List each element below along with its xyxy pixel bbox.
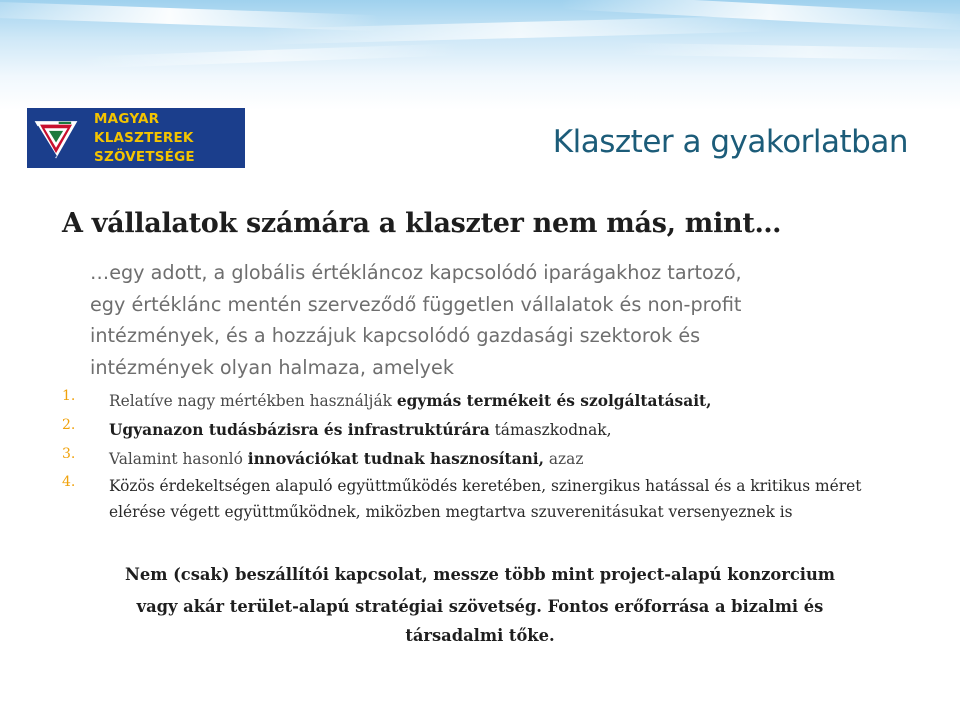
closing-line-2: vagy akár terület-alapú stratégiai szövetség. Fontos erőforrása a bizalmi és társadalmi tőke.	[136, 597, 824, 645]
intro-paragraph	[90, 257, 880, 383]
list-number: 3.	[62, 446, 76, 462]
intro-line-2: egy értéklánc mentén szerveződő független vállalatok és non-profit	[90, 292, 742, 316]
intro-line-3: intézmények, és a hozzájuk kapcsolódó gazdasági szektorok és	[90, 324, 701, 347]
list-number: 4.	[62, 474, 76, 490]
closing-statement	[80, 560, 880, 650]
characteristics-list	[62, 388, 902, 525]
closing-line-1: Nem (csak) beszállítói kapcsolat, messze több mint project-alapú konzorcium	[124, 565, 836, 584]
list-number: 2.	[62, 417, 76, 433]
list-number: 1.	[62, 388, 76, 404]
list-item-text: Relatíve nagy mértékben használják egymás termékeit és szolgáltatásait,	[109, 392, 712, 410]
header-background	[0, 0, 960, 110]
cluster-logo-icon	[32, 111, 80, 165]
intro-line-4: intézmények olyan halmaza, amelyek	[90, 355, 454, 379]
list-item-text: Valamint hasonló innovációkat tudnak hasznosítani, azaz	[109, 450, 584, 468]
intro-line-1: …egy adott, a globális értékláncoz kapcsolódó iparágakhoz tartozó,	[90, 261, 742, 284]
slide-title: Klaszter a gyakorlatban	[552, 124, 908, 160]
list-item	[62, 446, 902, 474]
list-item	[62, 474, 902, 525]
list-item	[62, 417, 902, 446]
slide-subtitle: A vállalatok számára a klaszter nem más, mint…	[62, 208, 782, 239]
logo-line-2: SZÖVETSÉGE	[94, 148, 195, 165]
list-item	[62, 388, 902, 417]
logo-text	[94, 110, 245, 167]
list-item-text: Ugyanazon tudásbázisra és infrastruktúrára támaszkodnak,	[109, 421, 612, 439]
organization-logo	[27, 108, 245, 168]
list-item-text: Közös érdekeltségen alapuló együttműködés keretében, szinergikus hatással és a kritikus méret elérése végett együttműködnek, miközben megtartva szuverenitásukat versenyeznek is	[109, 477, 862, 521]
logo-line-1: MAGYAR KLASZTEREK	[94, 110, 194, 146]
